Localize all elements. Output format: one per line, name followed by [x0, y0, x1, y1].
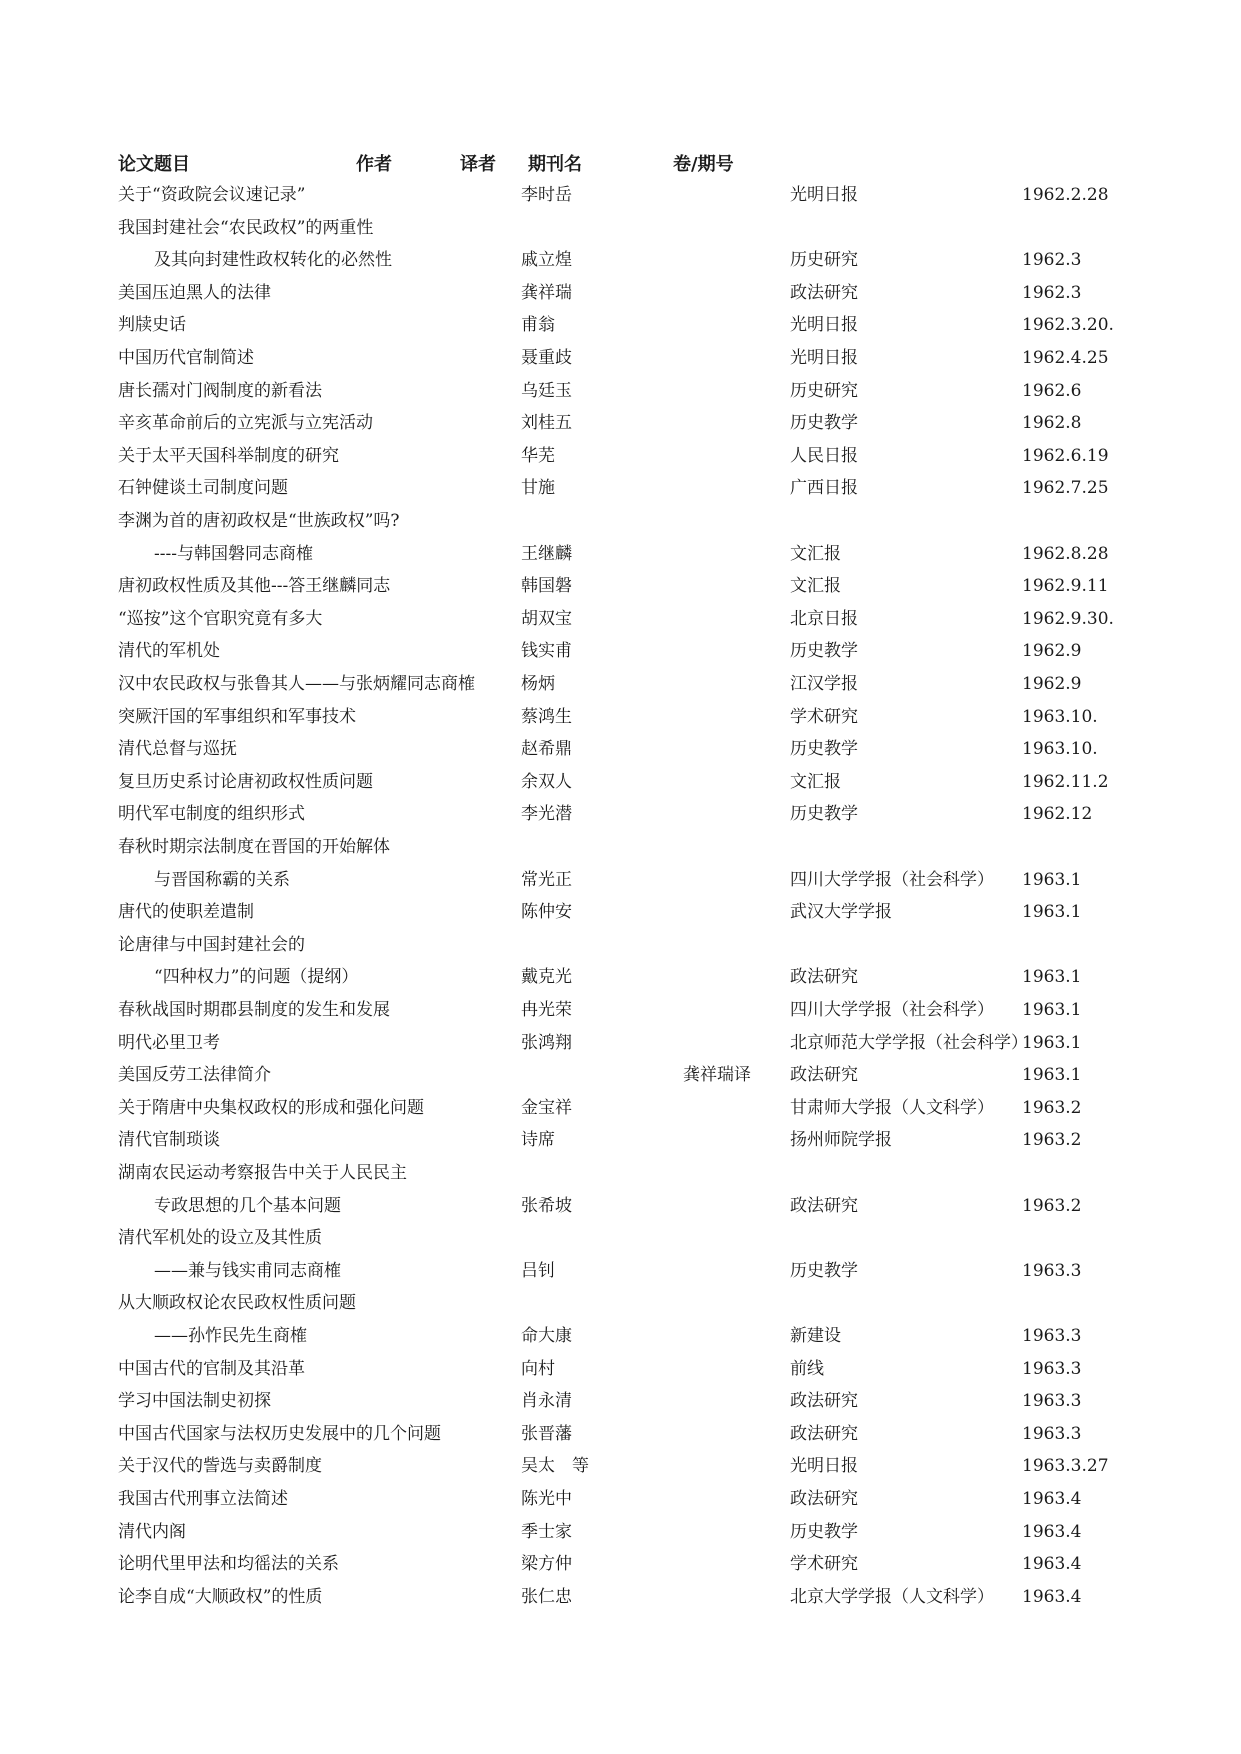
cell-title: ——孙怍民先生商榷: [154, 1326, 307, 1346]
cell-issue: 1963.4: [1022, 1554, 1082, 1575]
cell-journal: 武汉大学学报: [790, 902, 892, 923]
table-row: [0, 995, 1241, 1025]
table-row: [0, 1386, 1241, 1416]
cell-title: ----与韩国磐同志商榷: [154, 543, 313, 564]
table-row: [0, 343, 1241, 373]
table-row: [0, 962, 1241, 992]
cell-issue: 1962.4.25: [1022, 348, 1109, 368]
cell-issue: 1962.8.28: [1022, 543, 1109, 564]
cell-journal: 前线: [790, 1358, 824, 1379]
table-row: [0, 1484, 1241, 1514]
cell-author: 李时岳: [521, 185, 572, 205]
cell-author: 胡双宝: [521, 608, 572, 629]
cell-title: 及其向封建性政权转化的必然性: [154, 250, 392, 271]
header-translator: 译者: [460, 154, 496, 175]
table-row: [0, 1256, 1241, 1286]
cell-title: “四种权力”的问题（提纲）: [154, 967, 359, 988]
cell-title: 美国压迫黑人的法律: [118, 282, 271, 303]
cell-journal: 历史研究: [790, 250, 858, 271]
cell-author: 金宝祥: [521, 1097, 572, 1118]
cell-author: 华芜: [521, 445, 555, 466]
cell-issue: 1962.6.19: [1022, 445, 1109, 466]
cell-author: 聂重歧: [521, 348, 572, 368]
table-row: [0, 441, 1241, 471]
cell-title: 春秋时期宗法制度在晋国的开始解体: [118, 837, 390, 857]
cell-author: 吕钊: [521, 1260, 555, 1281]
table-row: [0, 832, 1241, 862]
cell-author: 命大康: [521, 1326, 572, 1346]
table-row: [0, 897, 1241, 927]
cell-author: 吴太 等: [521, 1456, 589, 1477]
table-row: [0, 1451, 1241, 1481]
table-row: [0, 278, 1241, 308]
cell-translator: 龚祥瑞译: [683, 1065, 751, 1086]
cell-issue: 1962.9.30.: [1022, 608, 1114, 629]
cell-author: 甘施: [521, 478, 555, 499]
cell-journal: 甘肃师大学报（人文科学）: [790, 1097, 994, 1118]
table-row: [0, 930, 1241, 960]
cell-journal: 历史教学: [790, 641, 858, 662]
table-row: [0, 702, 1241, 732]
cell-author: 杨炳: [521, 674, 555, 694]
header-author: 作者: [356, 154, 392, 175]
header-title: 论文题目: [118, 154, 190, 175]
cell-issue: 1963.3: [1022, 1326, 1082, 1346]
cell-author: 梁方仲: [521, 1554, 572, 1575]
table-row: [0, 604, 1241, 634]
cell-issue: 1963.4: [1022, 1489, 1082, 1509]
cell-author: 张仁忠: [521, 1586, 572, 1607]
cell-journal: 历史教学: [790, 1521, 858, 1542]
table-row: [0, 408, 1241, 438]
cell-issue: 1963.3: [1022, 1391, 1082, 1412]
cell-title: 汉中农民政权与张鲁其人——与张炳耀同志商榷: [118, 674, 475, 694]
cell-title: 石钟健谈土司制度问题: [118, 478, 288, 499]
cell-author: 张希坡: [521, 1195, 572, 1216]
cell-author: 刘桂五: [521, 413, 572, 434]
cell-issue: 1963.1: [1022, 1000, 1082, 1020]
cell-author: 季士家: [521, 1521, 572, 1542]
cell-issue: 1962.11.2: [1022, 771, 1109, 792]
cell-title: 明代军屯制度的组织形式: [118, 804, 305, 825]
cell-journal: 光明日报: [790, 185, 858, 205]
cell-title: 我国古代刑事立法简述: [118, 1489, 288, 1509]
table-row: [0, 1354, 1241, 1384]
cell-issue: 1962.9: [1022, 674, 1082, 694]
table-row: [0, 1191, 1241, 1221]
cell-title: “巡按”这个官职究竟有多大: [118, 608, 323, 629]
cell-issue: 1963.3: [1022, 1423, 1082, 1444]
cell-issue: 1962.8: [1022, 413, 1082, 434]
cell-journal: 文汇报: [790, 543, 841, 564]
cell-title: 专政思想的几个基本问题: [154, 1195, 341, 1216]
cell-journal: 四川大学学报（社会科学）: [790, 1000, 994, 1020]
cell-issue: 1963.1: [1022, 902, 1082, 923]
cell-journal: 江汉学报: [790, 674, 858, 694]
cell-journal: 北京师范大学学报（社会科学）: [790, 1032, 1028, 1053]
table-row: [0, 539, 1241, 569]
cell-title: 学习中国法制史初探: [118, 1391, 271, 1412]
cell-journal: 历史教学: [790, 739, 858, 760]
cell-journal: 学术研究: [790, 706, 858, 727]
cell-journal: 政法研究: [790, 282, 858, 303]
cell-issue: 1963.1: [1022, 869, 1082, 890]
cell-issue: 1962.9: [1022, 641, 1082, 662]
cell-title: 清代总督与巡抚: [118, 739, 237, 760]
cell-journal: 扬州师院学报: [790, 1130, 892, 1151]
cell-issue: 1963.1: [1022, 1032, 1082, 1053]
cell-title: ——兼与钱实甫同志商榷: [154, 1260, 341, 1281]
cell-journal: 政法研究: [790, 1423, 858, 1444]
cell-author: 乌廷玉: [521, 380, 572, 401]
table-row: [0, 1093, 1241, 1123]
cell-title: 从大顺政权论农民政权性质问题: [118, 1293, 356, 1314]
table-row: [0, 1060, 1241, 1090]
cell-author: 诗席: [521, 1130, 555, 1151]
table-row: [0, 767, 1241, 797]
cell-title: 判牍史话: [118, 315, 186, 336]
cell-title: 中国古代的官制及其沿革: [118, 1358, 305, 1379]
cell-journal: 政法研究: [790, 967, 858, 988]
cell-issue: 1963.10.: [1022, 739, 1098, 760]
table-row: [0, 1028, 1241, 1058]
cell-title: 中国古代国家与法权历史发展中的几个问题: [118, 1423, 441, 1444]
cell-title: 清代官制琐谈: [118, 1130, 220, 1151]
cell-issue: 1962.3: [1022, 282, 1082, 303]
cell-issue: 1963.3: [1022, 1358, 1082, 1379]
cell-author: 王继麟: [521, 543, 572, 564]
cell-journal: 北京日报: [790, 608, 858, 629]
cell-journal: 光明日报: [790, 348, 858, 368]
cell-title: 美国反劳工法律简介: [118, 1065, 271, 1086]
cell-journal: 学术研究: [790, 1554, 858, 1575]
table-row: [0, 1158, 1241, 1188]
cell-issue: 1962.12: [1022, 804, 1093, 825]
table-row: [0, 376, 1241, 406]
cell-title: 唐代的使职差遣制: [118, 902, 254, 923]
cell-issue: 1962.6: [1022, 380, 1082, 401]
table-row: [0, 473, 1241, 503]
cell-journal: 政法研究: [790, 1195, 858, 1216]
cell-issue: 1963.1: [1022, 1065, 1082, 1086]
cell-journal: 光明日报: [790, 1456, 858, 1477]
table-row: [0, 571, 1241, 601]
cell-issue: 1963.1: [1022, 967, 1082, 988]
cell-journal: 北京大学学报（人文科学）: [790, 1586, 994, 1607]
cell-author: 龚祥瑞: [521, 282, 572, 303]
cell-issue: 1963.2: [1022, 1195, 1082, 1216]
cell-title: 我国封建社会“农民政权”的两重性: [118, 217, 374, 238]
cell-issue: 1963.3: [1022, 1260, 1082, 1281]
table-header: [0, 150, 1241, 180]
cell-journal: 广西日报: [790, 478, 858, 499]
cell-title: 论明代里甲法和均徭法的关系: [118, 1554, 339, 1575]
cell-journal: 历史教学: [790, 413, 858, 434]
table-row: [0, 213, 1241, 243]
table-row: [0, 865, 1241, 895]
cell-journal: 文汇报: [790, 576, 841, 597]
cell-journal: 政法研究: [790, 1391, 858, 1412]
cell-author: 张鸿翔: [521, 1032, 572, 1053]
cell-author: 甫翁: [521, 315, 555, 336]
table-row: [0, 310, 1241, 340]
cell-author: 赵希鼎: [521, 739, 572, 760]
cell-journal: 政法研究: [790, 1489, 858, 1509]
cell-journal: 政法研究: [790, 1065, 858, 1086]
cell-issue: 1963.3.27: [1022, 1456, 1109, 1477]
cell-title: 与晋国称霸的关系: [154, 869, 290, 890]
cell-issue: 1963.2: [1022, 1130, 1082, 1151]
cell-author: 冉光荣: [521, 1000, 572, 1020]
cell-title: 突厥汗国的军事组织和军事技术: [118, 706, 356, 727]
cell-journal: 人民日报: [790, 445, 858, 466]
table-row: [0, 245, 1241, 275]
cell-title: 明代必里卫考: [118, 1032, 220, 1053]
header-journal: 期刊名: [528, 154, 582, 175]
table-row: [0, 1223, 1241, 1253]
cell-journal: 文汇报: [790, 771, 841, 792]
cell-issue: 1963.4: [1022, 1586, 1082, 1607]
cell-author: 张晋藩: [521, 1423, 572, 1444]
cell-issue: 1962.3.20.: [1022, 315, 1114, 336]
cell-title: 春秋战国时期郡县制度的发生和发展: [118, 1000, 390, 1020]
cell-title: 李渊为首的唐初政权是“世族政权”吗?: [118, 511, 400, 531]
cell-journal: 历史教学: [790, 804, 858, 825]
cell-issue: 1962.2.28: [1022, 185, 1109, 205]
cell-title: 论李自成“大顺政权”的性质: [118, 1586, 323, 1607]
cell-title: 清代的军机处: [118, 641, 220, 662]
header-issue: 卷/期号: [673, 154, 734, 175]
cell-author: 戚立煌: [521, 250, 572, 271]
cell-author: 蔡鸿生: [521, 706, 572, 727]
cell-author: 陈光中: [521, 1489, 572, 1509]
cell-author: 戴克光: [521, 967, 572, 988]
cell-author: 余双人: [521, 771, 572, 792]
table-row: [0, 1582, 1241, 1612]
cell-title: 复旦历史系讨论唐初政权性质问题: [118, 771, 373, 792]
cell-author: 陈仲安: [521, 902, 572, 923]
cell-author: 钱实甫: [521, 641, 572, 662]
table-row: [0, 1321, 1241, 1351]
cell-title: 辛亥革命前后的立宪派与立宪活动: [118, 413, 373, 434]
cell-journal: 历史研究: [790, 380, 858, 401]
cell-title: 关于“资政院会议速记录”: [118, 185, 306, 205]
cell-title: 湖南农民运动考察报告中关于人民民主: [118, 1163, 407, 1183]
cell-title: 唐初政权性质及其他---答王继麟同志: [118, 576, 391, 597]
cell-journal: 光明日报: [790, 315, 858, 336]
cell-journal: 四川大学学报（社会科学）: [790, 869, 994, 890]
cell-issue: 1962.3: [1022, 250, 1082, 271]
table-row: [0, 1517, 1241, 1547]
cell-issue: 1963.10.: [1022, 706, 1098, 727]
cell-title: 论唐律与中国封建社会的: [118, 934, 305, 955]
table-row: [0, 506, 1241, 536]
cell-issue: 1963.2: [1022, 1097, 1082, 1118]
cell-title: 中国历代官制简述: [118, 348, 254, 368]
cell-author: 常光正: [521, 869, 572, 890]
cell-title: 关于太平天国科举制度的研究: [118, 445, 339, 466]
table-row: [0, 669, 1241, 699]
table-row: [0, 636, 1241, 666]
cell-author: 向村: [521, 1358, 555, 1379]
table-row: [0, 1549, 1241, 1579]
cell-author: 韩国磐: [521, 576, 572, 597]
table-row: [0, 799, 1241, 829]
cell-author: 肖永清: [521, 1391, 572, 1412]
cell-issue: 1963.4: [1022, 1521, 1082, 1542]
table-row: [0, 180, 1241, 210]
cell-journal: 历史教学: [790, 1260, 858, 1281]
cell-issue: 1962.9.11: [1022, 576, 1109, 597]
cell-title: 唐长孺对门阀制度的新看法: [118, 380, 322, 401]
cell-title: 清代军机处的设立及其性质: [118, 1228, 322, 1249]
cell-issue: 1962.7.25: [1022, 478, 1109, 499]
cell-title: 关于隋唐中央集权政权的形成和强化问题: [118, 1097, 424, 1118]
table-row: [0, 1125, 1241, 1155]
cell-title: 清代内阁: [118, 1521, 186, 1542]
table-row: [0, 1419, 1241, 1449]
cell-author: 李光潜: [521, 804, 572, 825]
cell-title: 关于汉代的訾选与卖爵制度: [118, 1456, 322, 1477]
table-row: [0, 734, 1241, 764]
cell-journal: 新建设: [790, 1326, 841, 1346]
table-row: [0, 1288, 1241, 1318]
